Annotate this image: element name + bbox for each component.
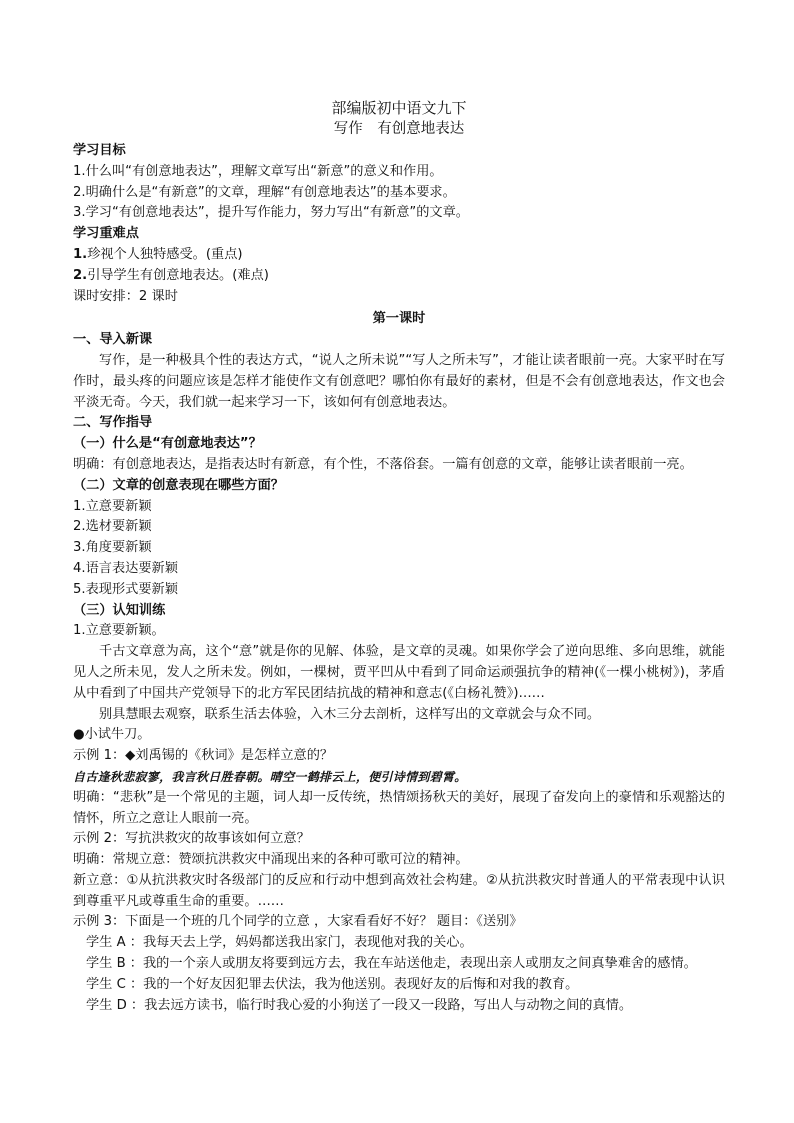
aspect-item: 3.角度要新颖 bbox=[73, 540, 152, 556]
lesson-heading: 第一课时 bbox=[372, 311, 426, 327]
question3-heading: （三）认知训练 bbox=[73, 602, 166, 618]
keypoint-number: 1. bbox=[73, 246, 88, 262]
keypoint-number: 2. bbox=[73, 267, 88, 283]
question1-heading: （一）什么是“有创意地表达”？ bbox=[73, 436, 262, 452]
section2-heading: 二、写作指导 bbox=[73, 415, 153, 431]
document-page bbox=[73, 97, 725, 1016]
student-idea: 学生 D ：我去远方读书，临行时我心爱的小狗送了一段又一段路，写出人与动物之间的真情。 bbox=[86, 997, 633, 1013]
example2-question: 示例 2：写抗洪救灾的故事该如何立意？ bbox=[73, 831, 310, 847]
aspect-item: 1.立意要新颖 bbox=[73, 498, 152, 514]
section1-heading: 一、导入新课 bbox=[73, 332, 153, 348]
tryout-label: ●小试牛刀。 bbox=[73, 727, 151, 743]
student-idea: 学生 C ：我的一个好友因犯罪去伏法，我为他送别。表现好友的后悔和对我的教育。 bbox=[86, 976, 579, 992]
example2-new-idea: 新立意：①从抗洪救灾时各级部门的反应和行动中想到高效社会构建。②从抗洪救灾时普通人的平常表现中认识到尊重平凡或尊重生命的重要。…… bbox=[73, 872, 725, 909]
aspect-item: 5.表现形式要新颖 bbox=[73, 581, 178, 597]
intro-paragraph: 写作，是一种极具个性的表达方式，“说人之所未说”“写人之所未写”，才能让读者眼前一亮。大家平时在写作时，最头疼的问题应该是怎样才能使作文有创意吧？哪怕你有最好的素材，但是不会有创意地表达，作文也会平淡无奇。今天，我们就一起来学习一下，该如何有创意地表达。 bbox=[73, 352, 725, 410]
keypoints-heading: 学习重难点 bbox=[73, 226, 139, 242]
schedule-text: 课时安排：2 课时 bbox=[73, 288, 178, 304]
training-paragraph: 别具慧眼去观察，联系生活去体验，入木三分去剖析，这样写出的文章就会与众不同。 bbox=[99, 706, 601, 722]
goal-item: 3.学习“有创意地表达”，提升写作能力，努力写出“有新意”的文章。 bbox=[73, 205, 469, 221]
example1-answer: 明确：“悲秋”是一个常见的主题，词人却一反传统，热情颂扬秋天的美好，展现了奋发向上的豪情和乐观豁达的情怀，所立之意让人眼前一亮。 bbox=[73, 789, 725, 826]
question2-heading: （二）文章的创意表现在哪些方面？ bbox=[73, 477, 284, 493]
question1-answer: 明确：有创意地表达，是指表达时有新意，有个性，不落俗套。一篇有创意的文章，能够让读者眼前一亮。 bbox=[73, 456, 693, 472]
training-subheading: 1.立意要新颖。 bbox=[73, 623, 165, 639]
aspect-item: 4.语言表达要新颖 bbox=[73, 560, 178, 576]
example1-question: 示例 1：◆刘禹锡的《秋词》是怎样立意的？ bbox=[73, 748, 334, 764]
aspect-item: 2.选材要新颖 bbox=[73, 519, 152, 535]
doc-subtitle: 写作 有创意地表达 bbox=[333, 121, 465, 137]
goals-heading: 学习目标 bbox=[73, 143, 126, 158]
doc-title: 部编版初中语文九下 bbox=[331, 99, 467, 117]
keypoint-item bbox=[73, 245, 725, 266]
example2-answer: 明确：常规立意：赞颂抗洪救灾中涌现出来的各种可歌可泣的精神。 bbox=[73, 852, 469, 868]
training-paragraph: 千古文章意为高，这个“意”就是你的见解、体验，是文章的灵魂。如果你学会了逆向思维、多向思维，就能见人之所未见，发人之所未发。例如，一棵树，贾平凹从中看到了同命运顽强抗争的精神(《一棵小桃树》)，茅盾从中看到了中国共产党领导下的北方军民团结抗战的精神和意志(《白杨礼赞》)…… bbox=[73, 644, 725, 701]
example3-question: 示例 3：下面是一个班的几个同学的立意 ，大家看看好不好？ 题目：《送别》 bbox=[73, 914, 523, 930]
student-idea: 学生 B ：我的一个亲人或朋友将要到远方去，我在车站送他走，表现出亲人或朋友之间真挚难舍的感情。 bbox=[86, 956, 697, 972]
keypoint-item bbox=[73, 266, 725, 287]
goal-item: 1.什么叫“有创意地表达”，理解文章写出“新意”的意义和作用。 bbox=[73, 163, 443, 179]
keypoint-text: 引导学生有创意地表达。(难点) bbox=[87, 267, 269, 283]
student-idea: 学生 A ：我每天去上学，妈妈都送我出家门，表现他对我的关心。 bbox=[86, 935, 473, 951]
poem-text: 自古逢秋悲寂寥，我言秋日胜春朝。晴空一鹤排云上，便引诗情到碧霄。 bbox=[73, 769, 467, 784]
keypoint-text: 珍视个人独特感受。(重点) bbox=[87, 246, 243, 262]
goal-item: 2.明确什么是“有新意”的文章，理解“有创意地表达”的基本要求。 bbox=[73, 184, 456, 200]
